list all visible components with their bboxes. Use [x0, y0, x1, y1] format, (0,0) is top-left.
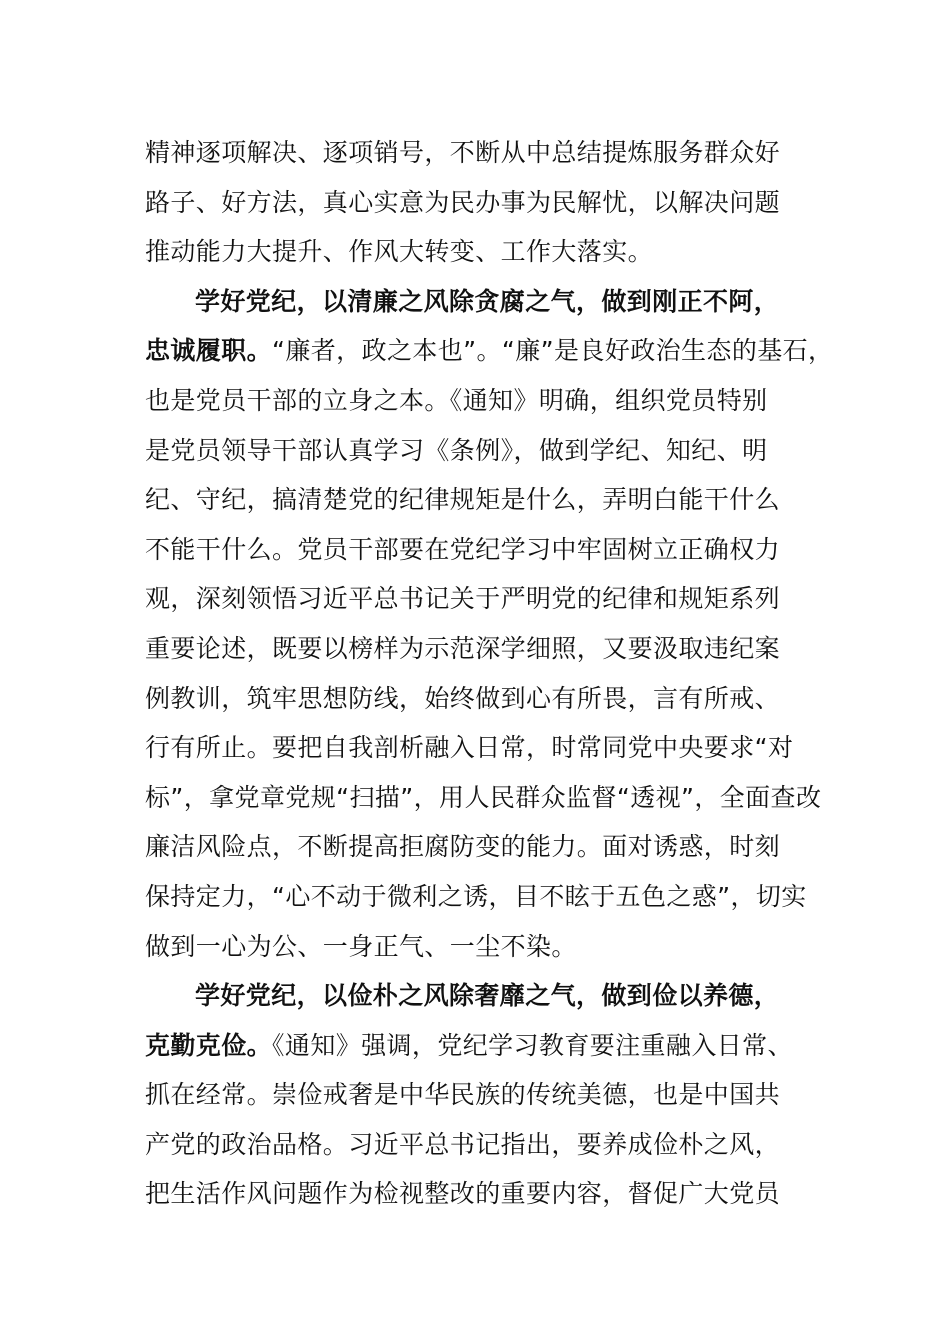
document-body [145, 128, 845, 1219]
text-line-5 [145, 326, 845, 376]
text-line-11 [145, 624, 845, 674]
body-text: 也是党员干部的立身之本。《通知》明确，组织党员特别 [145, 385, 768, 415]
body-text: 保持定力，“心不动于微利之诱，目不眩于五色之惑”，切实 [145, 881, 807, 911]
body-text: 重要论述，既要以榜样为示范深学细照，又要汲取违纪案 [145, 633, 781, 663]
text-line-1 [145, 128, 845, 178]
text-line-21 [145, 1120, 845, 1170]
text-line-13 [145, 723, 845, 773]
text-line-10 [145, 574, 845, 624]
body-text: 抓在经常。崇俭戒奢是中华民族的传统美德，也是中国共 [145, 1080, 781, 1110]
text-line-20 [145, 1070, 845, 1120]
text-line-18 [145, 971, 845, 1021]
body-text: 精神逐项解决、逐项销号，不断从中总结提炼服务群众好 [145, 138, 781, 167]
text-line-14 [145, 773, 845, 823]
text-line-8 [145, 475, 845, 525]
bold-text: 学好党纪，以清廉之风除贪腐之气，做到刚正不阿， [195, 286, 780, 316]
text-line-12 [145, 674, 845, 724]
body-text: 标”，拿党章党规“扫描”，用人民群众监督“透视”，全面查改 [145, 782, 822, 812]
body-text: 产党的政治品格。习近平总书记指出，要养成俭朴之风， [145, 1129, 781, 1159]
body-text: 行有所止。要把自我剖析融入日常，时常同党中央要求“对 [145, 733, 794, 763]
body-text: 是党员领导干部认真学习《条例》，做到学纪、知纪、明 [145, 435, 768, 465]
bold-text: 忠诚履职。 [145, 336, 273, 366]
body-text: 路子、好方法，真心实意为民办事为民解忧，以解决问题 [145, 187, 781, 217]
text-line-2 [145, 178, 845, 228]
body-text: 推动能力大提升、作风大转变、工作大落实。 [145, 237, 654, 267]
body-text: 做到一心为公、一身正气、一尘不染。 [145, 931, 577, 961]
body-text: 廉洁风险点，不断提高拒腐防变的能力。面对诱惑，时刻 [145, 832, 781, 862]
text-line-4 [145, 277, 845, 327]
text-line-15 [145, 822, 845, 872]
bold-text: 学好党纪，以俭朴之风除奢靡之气，做到俭以养德， [195, 981, 780, 1011]
body-text: 《通知》强调，党纪学习教育要注重融入日常、 [272, 1030, 793, 1060]
text-line-17 [145, 922, 845, 972]
text-line-3 [145, 227, 845, 277]
text-line-19 [145, 1021, 845, 1071]
body-text: 纪、守纪，搞清楚党的纪律规矩是什么，弄明白能干什么 [145, 485, 781, 515]
body-text: 观，深刻领悟习近平总书记关于严明党的纪律和规矩系列 [145, 584, 781, 614]
text-line-9 [145, 525, 845, 575]
body-text: 例教训，筑牢思想防线，始终做到心有所畏，言有所戒、 [145, 683, 781, 713]
body-text: 把生活作风问题作为检视整改的重要内容，督促广大党员 [145, 1179, 781, 1209]
body-text: “廉者，政之本也”。“廉”是良好政治生态的基石， [272, 336, 834, 366]
body-text: 不能干什么。党员干部要在党纪学习中牢固树立正确权力 [145, 534, 781, 564]
text-line-7 [145, 426, 845, 476]
text-line-22 [145, 1169, 845, 1219]
bold-text: 克勤克俭。 [145, 1030, 273, 1060]
text-line-16 [145, 872, 845, 922]
text-line-6 [145, 376, 845, 426]
